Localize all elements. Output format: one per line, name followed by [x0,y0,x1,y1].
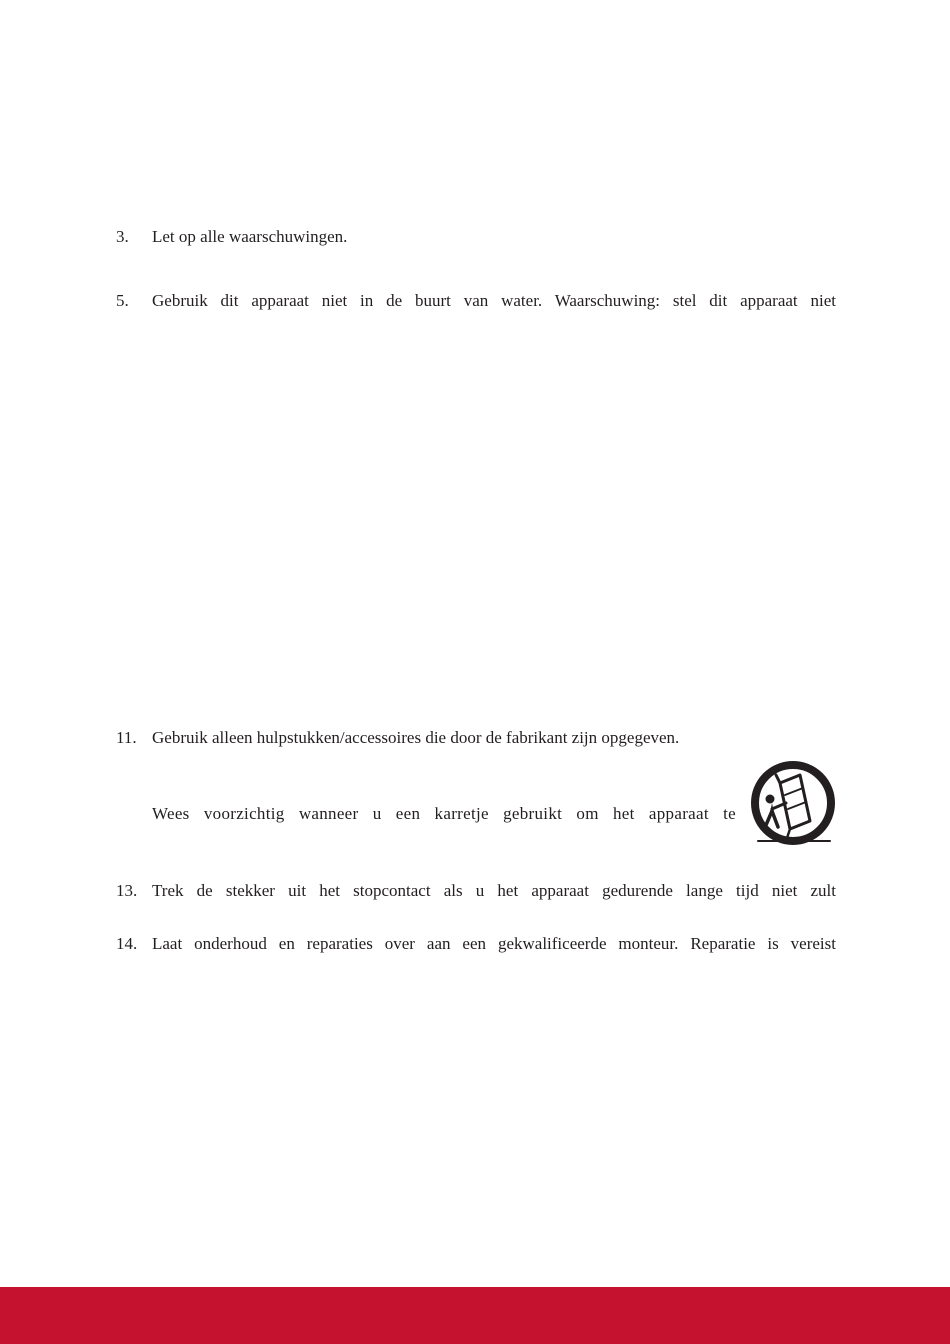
list-item-number: 5. [116,291,129,310]
list-item-number: 3. [116,227,129,246]
list-item-number: 11. [116,728,137,747]
cart-tip-over-warning-icon [750,761,836,849]
list-item-text: Gebruik dit apparaat niet in de buurt van water. Waarschuwing: stel dit apparaat niet [152,291,836,310]
list-item-text: Gebruik alleen hulpstukken/accessoires die door de fabrikant zijn opgegeven. [152,728,680,747]
list-item-text: Laat onderhoud en reparaties over aan een gekwalificeerde monteur. Reparatie is vereist [152,934,836,953]
list-item-text: Trek de stekker uit het stopcontact als u het apparaat gedurende lange tijd niet zult [152,881,836,900]
cart-warning-text: Wees voorzichtig wanneer u een karretje gebruikt om het apparaat te [152,804,736,823]
list-item-number: 13. [116,881,138,900]
list-item-text: Let op alle waarschuwingen. [152,227,348,246]
list-item-number: 14. [116,934,138,953]
footer-bar [0,1287,950,1344]
